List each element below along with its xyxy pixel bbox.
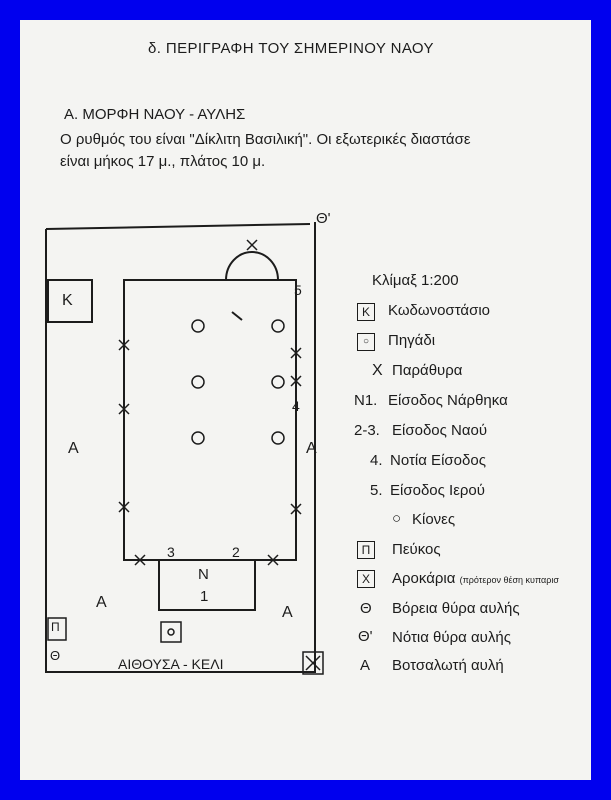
legend-windows: Παράθυρα [392,362,463,379]
legend-columns: Κίονες [412,511,456,528]
north-gate-icon: Θ [360,600,372,617]
church-outline [124,280,296,560]
legend-south-entrance: Νοτία Είσοδος [390,452,486,469]
belltower-label: Κ [62,292,73,309]
araucaria-icon: Χ [357,570,375,588]
courtyard-label-se: Α [282,604,293,621]
columns [168,320,284,635]
narthex-label: Ν [198,566,209,583]
entrance-5-label: 5 [294,282,302,298]
legend-north-gate: Βόρεια θύρα αυλής [392,600,520,617]
apse [226,252,278,280]
subsection-title: Α. ΜΟΡΦΗ ΝΑΟΥ - ΑΥΛΗΣ [64,106,246,123]
legend-well: Πηγάδι [388,332,436,349]
south-gate-icon: Θ' [358,628,373,645]
legend-23-symbol: 2-3. [354,422,380,439]
document-page [20,20,591,780]
pine-icon: Π [51,620,60,634]
courtyard-wall [46,222,315,672]
courtyard-icon: Α [360,657,371,674]
courtyard-label-sw: Α [96,594,107,611]
window-icon: Χ [372,362,383,379]
entrance-4-label: 4 [292,398,300,414]
section-title: δ. ΠΕΡΙΓΡΑΦΗ ΤΟΥ ΣΗΜΕΡΙΝΟΥ ΝΑΟΥ [148,40,434,57]
pine-legend-icon: Π [357,541,375,559]
entrance-1-label: 1 [200,588,209,605]
entrance-2-label: 2 [232,544,240,560]
entrance-3-label: 3 [167,544,175,560]
legend-south-gate: Νότια θύρα αυλής [392,629,511,646]
south-gate-label: Θ' [316,210,331,227]
legend-sanctuary-entrance: Είσοδος Ιερού [390,482,485,499]
description-line-2: είναι μήκος 17 μ., πλάτος 10 μ. [60,153,266,170]
legend-5-symbol: 5. [370,482,383,499]
courtyard-label-west: Α [68,440,79,457]
column-icon: ○ [392,510,402,527]
courtyard-label-east: Α [306,440,317,457]
scale-label: Κλίμαξ 1:200 [372,272,459,289]
legend-narthex-entrance: Είσοδος Νάρθηκα [388,392,508,409]
hall-cell-label: ΑΙΘΟΥΣΑ - ΚΕΛΙ [118,656,224,672]
legend-church-entrance: Είσοδος Ναού [392,422,488,439]
description-line-1: Ο ρυθμός του είναι "Δίκλιτη Βασιλική". Οι εξωτερικές διαστάσε [60,131,471,148]
legend-4-symbol: 4. [370,452,383,469]
legend-n1-symbol: N1. [354,392,378,409]
legend-araucaria: Αροκάρια (πρότερον θέση κυπαρισ [392,570,559,587]
legend-pine: Πεύκος [392,541,441,558]
north-gate-label: Θ [50,648,61,663]
belltower-icon: Κ [357,303,375,321]
well-icon: ○ [357,333,375,351]
legend-belltower: Κωδωνοστάσιο [388,302,491,319]
legend-pebbled-courtyard: Βοτσαλωτή αυλή [392,657,504,674]
